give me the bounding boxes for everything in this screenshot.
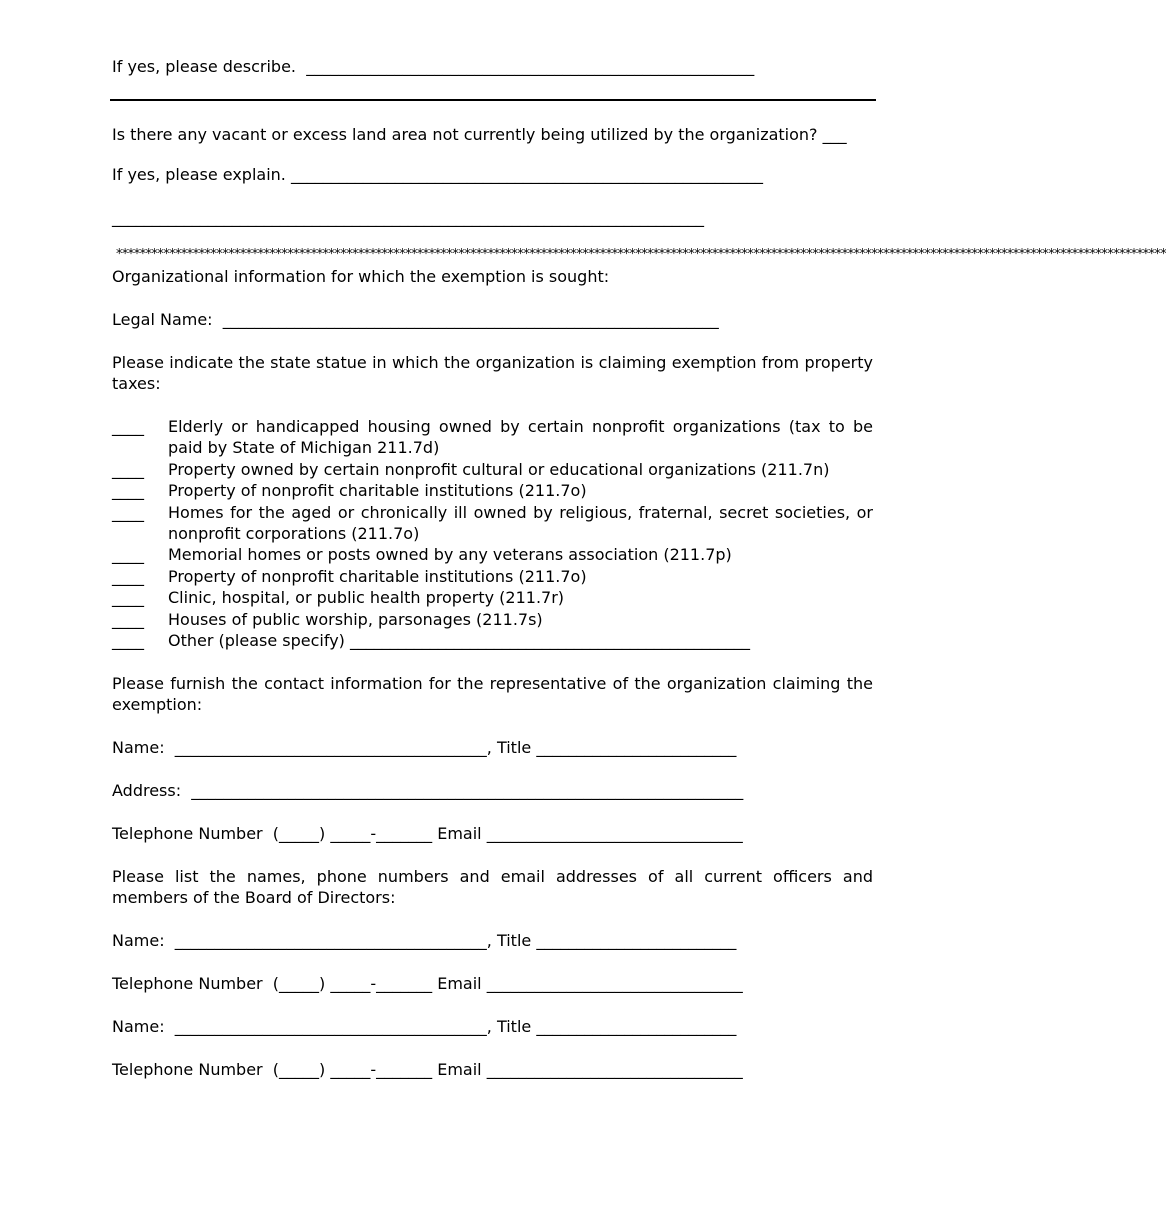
- option-label: Property owned by certain nonprofit cultural or educational organizations (211.7n): [168, 460, 830, 479]
- org-heading: Organizational information for which the exemption is sought:: [112, 267, 610, 286]
- option-label: Elderly or handicapped housing owned by certain nonprofit organizations (tax to be paid by State of Michigan 211.7d): [168, 417, 873, 457]
- contact-prompt: Please furnish the contact information for the representative of the organization claiming the exemption:: [112, 674, 873, 714]
- option-label: Property of nonprofit charitable institutions (211.7o): [168, 481, 587, 500]
- option-label-other[interactable]: Other (please specify) __________________________________________________: [168, 631, 750, 650]
- contact-phone-email-field[interactable]: Telephone Number (_____) _____-_______ Email ________________________________: [112, 824, 743, 843]
- contact-address-field[interactable]: Address: _____________________________________________________________________: [112, 781, 744, 800]
- vacant-land-question[interactable]: Is there any vacant or excess land area not currently being utilized by the organization? ___: [112, 125, 847, 144]
- board-name-title-field-1[interactable]: Name: _______________________________________, Title _________________________: [112, 931, 737, 950]
- contact-name-title-field[interactable]: Name: _______________________________________, Title _________________________: [112, 738, 737, 757]
- board-phone-email-field-1[interactable]: Telephone Number (_____) _____-_______ Email ________________________________: [112, 974, 743, 993]
- option-label: Clinic, hospital, or public health property (211.7r): [168, 588, 565, 607]
- option-label: Homes for the aged or chronically ill owned by religious, fraternal, secret societies, or nonprofit corporations (211.7o): [168, 503, 873, 543]
- option-checkbox-blank[interactable]: ____: [112, 503, 144, 522]
- option-checkbox-blank[interactable]: ____: [112, 631, 144, 650]
- option-checkbox-blank[interactable]: ____: [112, 567, 144, 586]
- asterisk-separator: **********************************************************************************************************************************************************************************: [116, 247, 1166, 262]
- legal-name-field[interactable]: Legal Name: ______________________________________________________________: [112, 310, 719, 329]
- option-label: Memorial homes or posts owned by any veterans association (211.7p): [168, 545, 732, 564]
- option-checkbox-blank[interactable]: ____: [112, 610, 144, 629]
- option-checkbox-blank[interactable]: ____: [112, 481, 144, 500]
- option-checkbox-blank[interactable]: ____: [112, 460, 144, 479]
- board-name-title-field-2[interactable]: Name: _______________________________________, Title _________________________: [112, 1017, 737, 1036]
- option-checkbox-blank[interactable]: ____: [112, 417, 144, 436]
- board-phone-email-field-2[interactable]: Telephone Number (_____) _____-_______ Email ________________________________: [112, 1060, 743, 1079]
- option-label: Houses of public worship, parsonages (211.7s): [168, 610, 543, 629]
- option-checkbox-blank[interactable]: ____: [112, 588, 144, 607]
- option-checkbox-blank[interactable]: ____: [112, 545, 144, 564]
- describe-field[interactable]: If yes, please describe. ________________________________________________________: [112, 57, 755, 76]
- explain-field[interactable]: If yes, please explain. ___________________________________________________________: [112, 165, 763, 184]
- board-prompt: Please list the names, phone numbers and email addresses of all current officers and members of the Board of Directors:: [112, 867, 873, 907]
- explain-field-continued[interactable]: __________________________________________________________________________: [112, 208, 704, 227]
- option-label: Property of nonprofit charitable institutions (211.7o): [168, 567, 587, 586]
- statute-prompt: Please indicate the state statue in which the organization is claiming exemption from property taxes:: [112, 353, 873, 393]
- section-divider: [110, 99, 876, 101]
